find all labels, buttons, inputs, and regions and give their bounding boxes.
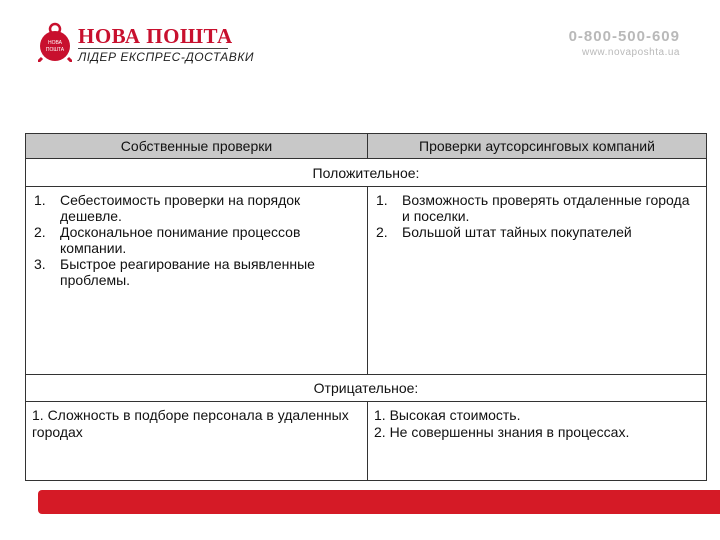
svg-text:НОВА: НОВА — [47, 40, 63, 46]
negative-label: Отрицательное: — [26, 375, 707, 402]
logo-tagline: ЛІДЕР ЕКСПРЕС-ДОСТАВКИ — [78, 50, 254, 64]
negative-own-cell — [26, 402, 368, 481]
positive-section-row — [26, 159, 707, 187]
list-item: 2. Доскональное понимание процессов компании. — [34, 224, 301, 256]
seal-icon — [38, 22, 72, 62]
positive-outsourced-cell — [368, 187, 707, 375]
contact-info — [569, 28, 680, 58]
logo-divider — [78, 48, 228, 49]
table-header-row — [26, 134, 707, 159]
list-item: 2. Не совершенны знания в процессах. — [374, 424, 630, 440]
list-item: 3. Быстрое реагирование на выявленные проблемы. — [34, 256, 315, 288]
svg-text:ПОШТА: ПОШТА — [45, 47, 65, 53]
list-item: 1. Себестоимость проверки на порядок дешевле. — [34, 192, 301, 224]
positive-body-row — [26, 187, 707, 375]
website-link[interactable]: www.novaposhta.ua — [581, 47, 680, 58]
column-header-outsourced-checks: Проверки аутсорсинговых компаний — [368, 134, 707, 159]
positive-label: Положительное: — [26, 159, 707, 187]
list-item: 1. Возможность проверять отдаленные города и поселки. — [376, 192, 690, 224]
company-logo — [38, 22, 254, 66]
positive-outsourced-list — [376, 192, 698, 240]
logo-name: НОВА ПОШТА — [78, 24, 233, 48]
list-item: 1. Сложность в подборе персонала в удаленных городах — [32, 407, 349, 440]
column-header-own-checks: Собственные проверки — [26, 134, 368, 159]
footer-bar — [38, 490, 720, 514]
positive-own-cell — [26, 187, 368, 375]
negative-outsourced-cell — [368, 402, 707, 481]
list-item: 1. Высокая стоимость. — [374, 407, 521, 423]
negative-body-row — [26, 402, 707, 481]
comparison-table — [25, 133, 707, 481]
positive-own-list — [34, 192, 359, 288]
list-item: 2. Большой штат тайных покупателей — [376, 224, 632, 240]
phone-number: 0-800-500-609 — [568, 28, 680, 45]
negative-section-row — [26, 375, 707, 402]
